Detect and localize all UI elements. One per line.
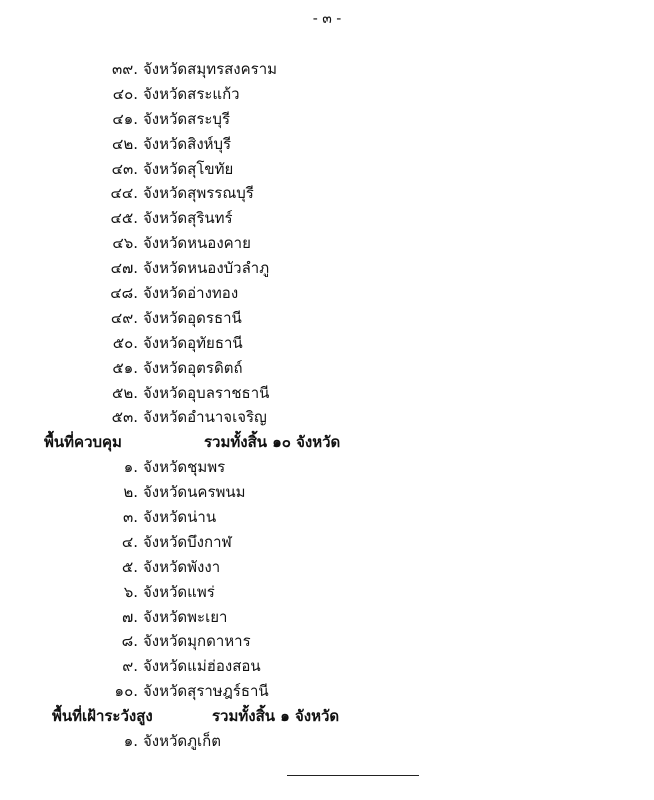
list-item [0, 206, 654, 231]
item-number: ๖. [123, 582, 138, 601]
province-name: จังหวัดอ่างทอง [143, 284, 239, 303]
list-item [0, 480, 654, 505]
item-number: ๔๕. [110, 209, 138, 228]
item-number: ๔๗. [110, 259, 138, 278]
item-number: ๕๒. [111, 383, 138, 402]
province-name: จังหวัดพังงา [143, 557, 221, 576]
item-number: ๗. [121, 607, 138, 626]
item-number: ๕๐. [112, 333, 138, 352]
list-item [0, 331, 654, 356]
item-number: ๕๑. [112, 358, 138, 377]
list-item [0, 605, 654, 630]
item-number: ๔๖. [112, 234, 138, 253]
province-name: จังหวัดสระแก้ว [143, 84, 240, 103]
province-name: จังหวัดภูเก็ต [143, 732, 222, 751]
item-number: ๑. [123, 732, 138, 751]
province-name: จังหวัดอุตรดิตถ์ [143, 358, 243, 377]
province-name: จังหวัดสุพรรณบุรี [143, 184, 254, 203]
item-number: ๔๓. [111, 159, 138, 178]
province-name: จังหวัดสุรินทร์ [143, 209, 233, 228]
province-name: จังหวัดน่าน [143, 508, 217, 527]
province-name: จังหวัดอุบลราชธานี [143, 383, 270, 402]
province-name: จังหวัดมุกดาหาร [143, 632, 251, 651]
province-name: จังหวัดอำนาจเจริญ [143, 408, 267, 427]
province-name: จังหวัดพะเยา [143, 607, 228, 626]
list-item [0, 157, 654, 182]
item-number: ๘. [121, 632, 138, 651]
list-item [0, 306, 654, 331]
item-number: ๒. [123, 483, 138, 502]
list-item [0, 256, 654, 281]
list-item [0, 530, 654, 555]
item-number: ๔๔. [110, 184, 138, 203]
province-name: จังหวัดอุดรธานี [143, 308, 242, 327]
item-number: ๓๙. [111, 60, 138, 78]
list-item [0, 356, 654, 381]
province-name: จังหวัดหนองคาย [143, 234, 251, 253]
item-number: ๔. [121, 532, 138, 551]
list-item [0, 381, 654, 406]
item-number: ๙. [122, 657, 138, 676]
list-item [0, 181, 654, 206]
province-name: จังหวัดสิงห์บุรี [143, 134, 232, 153]
item-number: ๕. [121, 557, 138, 576]
surveillance-area-heading [0, 704, 654, 729]
page-number: - ๓ - [312, 11, 342, 27]
control-area-label: พื้นที่ควบคุม [44, 433, 122, 452]
province-name: จังหวัดชุมพร [143, 458, 226, 477]
item-number: ๔๘. [110, 284, 138, 303]
list-item [0, 654, 654, 679]
list-item [0, 132, 654, 157]
item-number: ๑. [123, 458, 138, 477]
item-number: ๔๑. [112, 109, 138, 128]
surveillance-area-total: รวมทั้งสิ้น ๑ จังหวัด [212, 707, 340, 726]
list-item [0, 281, 654, 306]
control-area-total: รวมทั้งสิ้น ๑๐ จังหวัด [204, 433, 341, 452]
list-item [0, 679, 654, 704]
province-name: จังหวัดสุราษฎร์ธานี [143, 682, 269, 701]
list-item [0, 555, 654, 580]
province-name: จังหวัดบึงกาฬ [143, 532, 232, 551]
list-item [0, 405, 654, 430]
list-item [0, 231, 654, 256]
item-number: ๕๓. [111, 408, 138, 427]
province-name: จังหวัดแพร่ [143, 582, 215, 601]
item-number: ๑๐. [114, 682, 138, 701]
end-of-list-rule [287, 775, 419, 776]
item-number: ๔๒. [111, 134, 138, 153]
item-number: ๔๐. [112, 84, 138, 103]
province-list [0, 57, 654, 754]
list-item [0, 82, 654, 107]
item-number: ๔๙. [110, 308, 138, 327]
province-name: จังหวัดหนองบัวลำภู [143, 259, 270, 278]
list-item [0, 505, 654, 530]
province-name: จังหวัดสุโขทัย [143, 159, 234, 178]
province-name: จังหวัดสระบุรี [143, 109, 231, 128]
item-number: ๓. [122, 508, 138, 527]
control-area-heading [0, 430, 654, 455]
list-item [0, 57, 654, 82]
list-item [0, 580, 654, 605]
province-name: จังหวัดแม่ฮ่องสอน [143, 657, 261, 676]
list-item [0, 455, 654, 480]
province-name: จังหวัดอุทัยธานี [143, 333, 243, 352]
list-item [0, 729, 654, 754]
province-name: จังหวัดสมุทรสงคราม [143, 60, 278, 78]
list-item [0, 107, 654, 132]
province-name: จังหวัดนครพนม [143, 483, 246, 502]
surveillance-area-label: พื้นที่เฝ้าระวังสูง [52, 707, 153, 726]
list-item [0, 629, 654, 654]
